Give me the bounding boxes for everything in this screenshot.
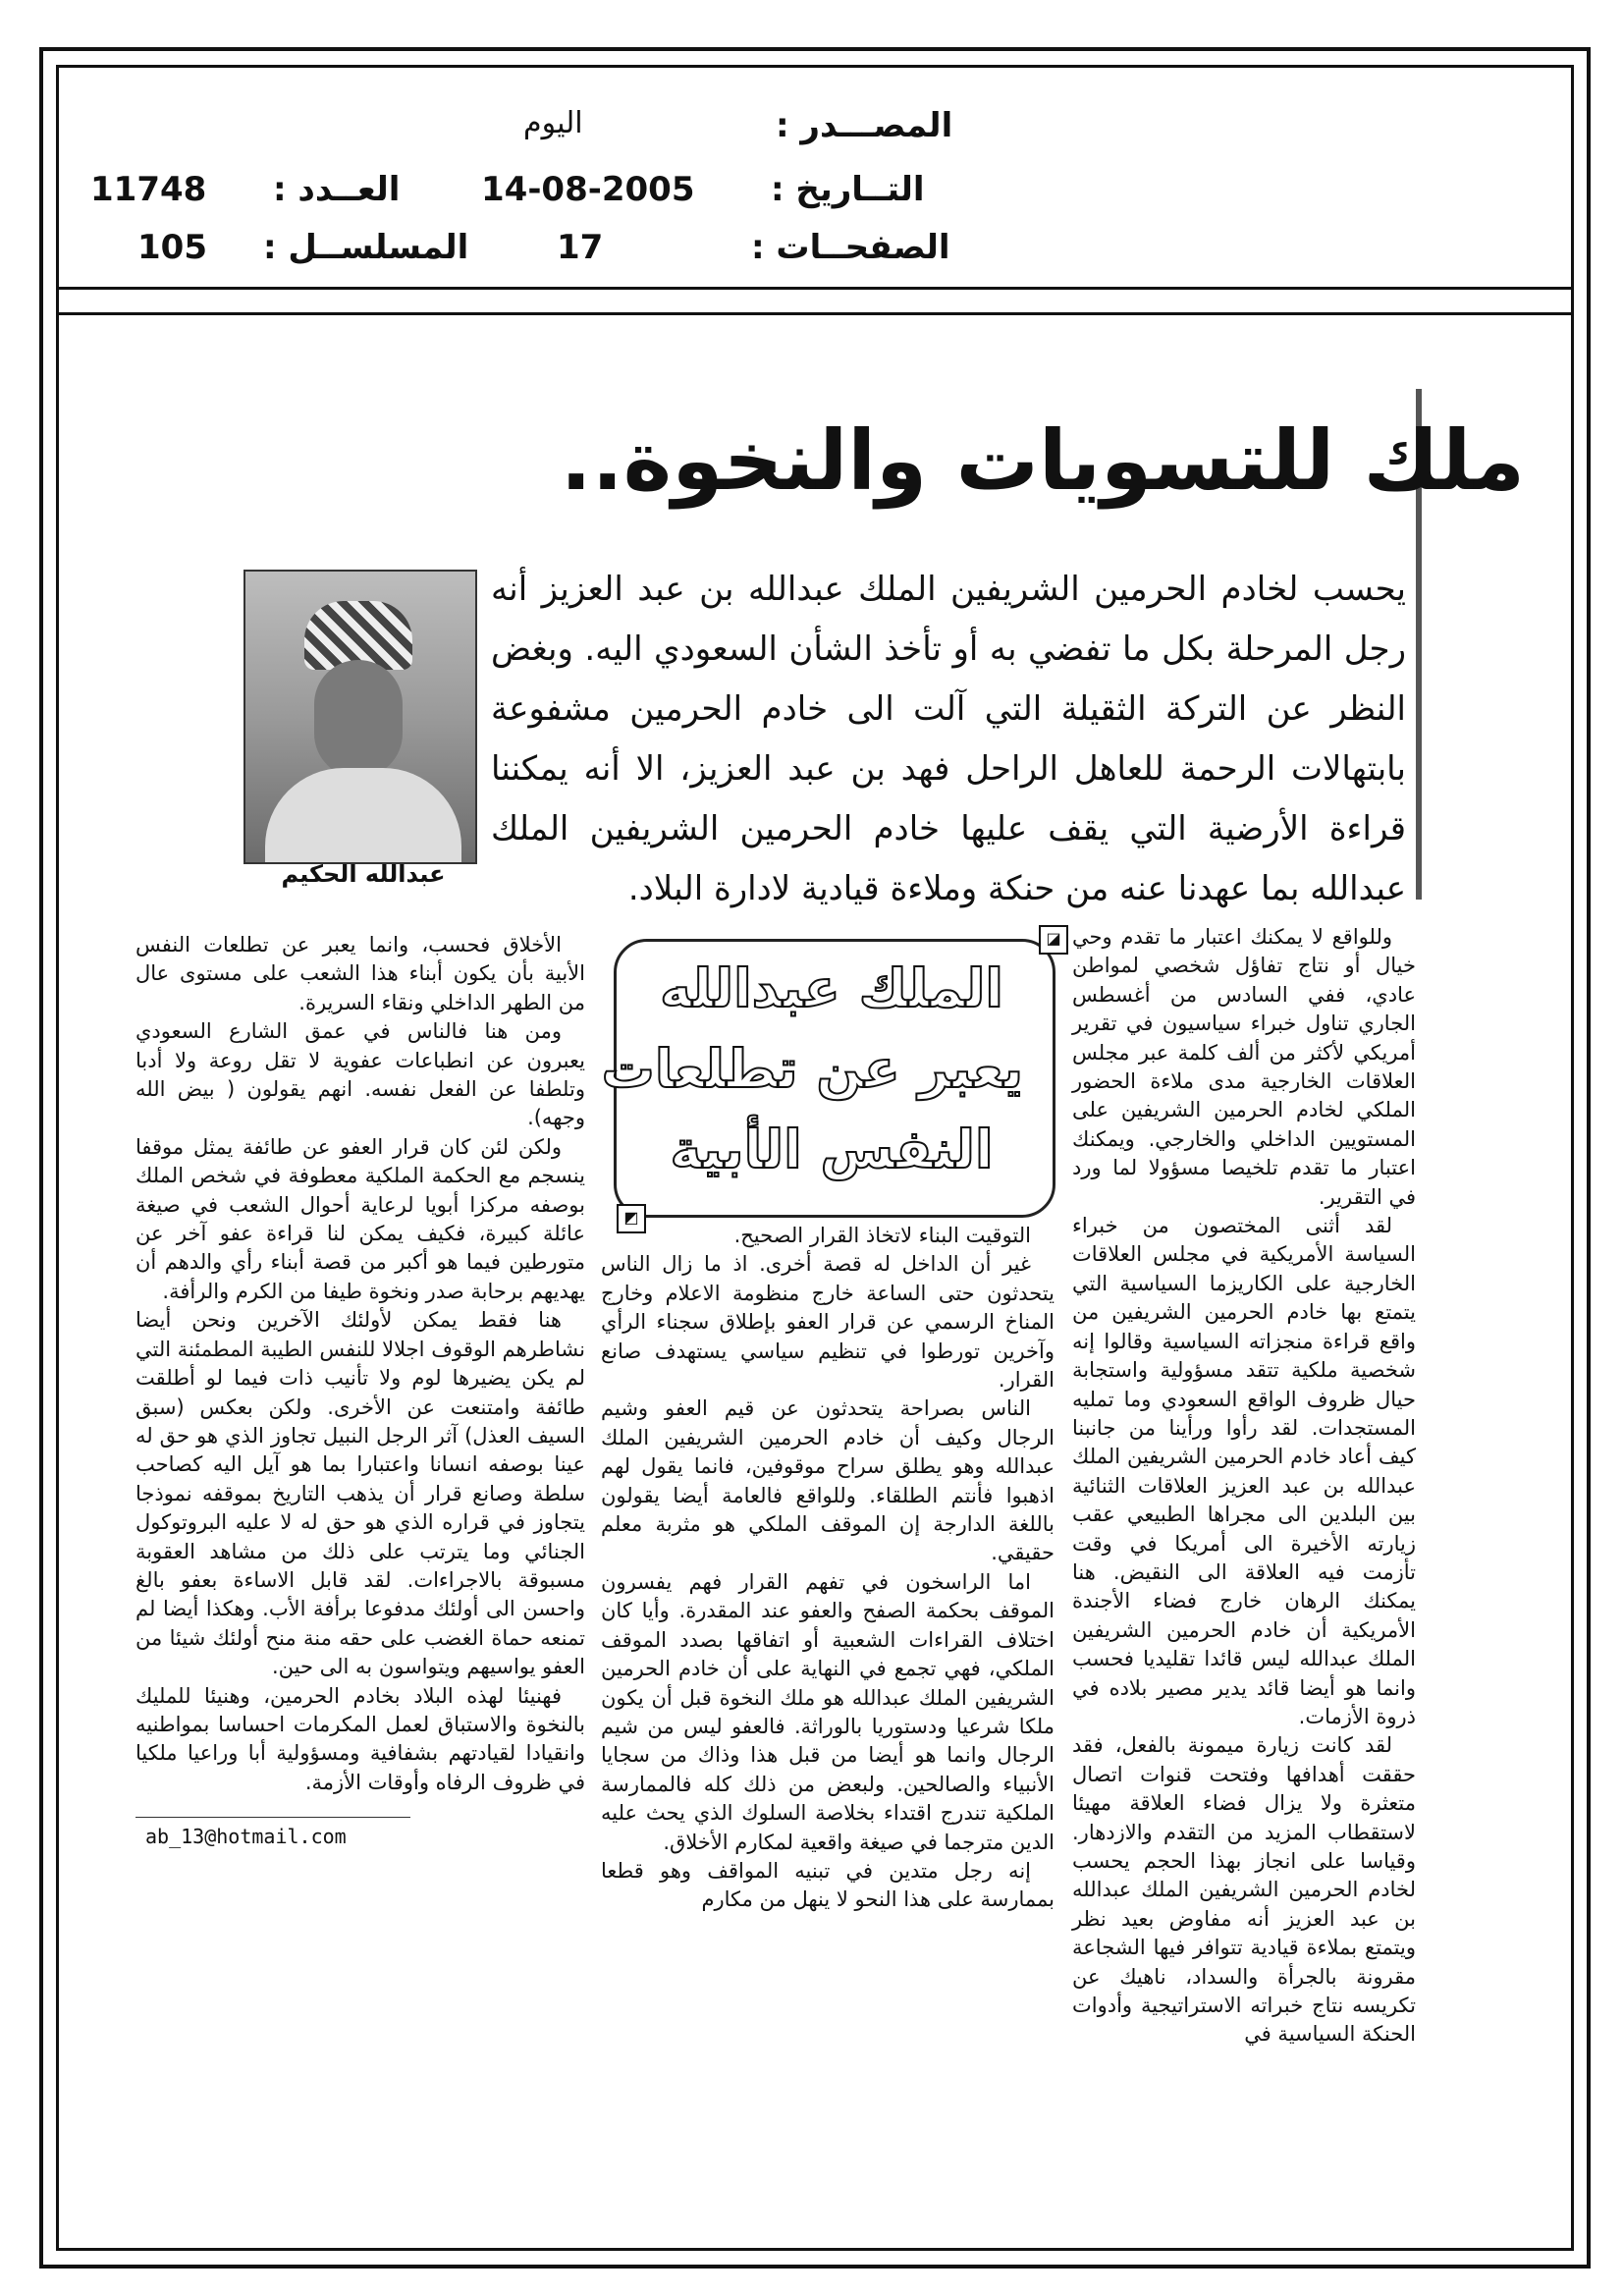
date-label: التــاريخ : bbox=[771, 170, 925, 209]
source-label: المصـــدر : bbox=[776, 106, 953, 145]
pages-value: 17 bbox=[557, 228, 604, 267]
paragraph: الأخلاق فحسب، وانما يعبر عن تطلعات النفس الأبية بأن يكون أبناء هذا الشعب على مستوى عال من الطهر الداخلي ونقاء السريرة. bbox=[135, 933, 585, 1014]
pull-quote-line: يعبر عن تطلعات bbox=[601, 1038, 1023, 1100]
paragraph: لقد أثنى المختصون من خبراء السياسة الأمريكية في مجلس العلاقات الخارجية على الكاريزما السياسية التي يتمتع بها خادم الحرمين الشريفين من واقع قراءة منجزاته السياسية وقالوا إنه شخصية ملكية تتقد مسؤولية واستجابة حيال ظروف الواقع السعودي وما تمليه المستجدات. لقد رأوا ورأينا من جانبنا كيف أعاد خادم الحرمين الشريفين الملك عبدالله بن عبد العزيز العلاقات الثنائية بين البلدين الى مجراها الطبيعي عقب زيارته الأخيرة الى أمريكا في وقت تأزمت فيه العلاقة الى النقيض. هنا يمكنك الرهان خارج فضاء الأجندة الأمريكية أن خادم الحرمين الشريفين الملك عبدالله ليس قائدا تقليديا فحسب وانما هو أيضا قائد يدير مصير بلاده في ذروة الأزمات. bbox=[1072, 1214, 1416, 1728]
paragraph: فهنيئا لهذه البلاد بخادم الحرمين، وهنيئا للمليك بالنخوة والاستباق لعمل المكرمات احساسا بمواطنيه وانقيادا لقيادتهم بشفافية ومسؤولية أبا وراعيا ملكيا في ظروف الرفاه وأوقات الأزمة. bbox=[135, 1683, 585, 1794]
quote-close-icon: ◩ bbox=[617, 1204, 646, 1233]
serial-label: المسلســل : bbox=[263, 228, 469, 267]
column-left bbox=[135, 931, 585, 1852]
paragraph: إنه رجل متدين في تبنيه المواقف وهو قطعا بممارسة على هذا النحو لا ينهل من مكارم bbox=[601, 1858, 1055, 1912]
author-name: عبدالله الحكيم bbox=[281, 860, 446, 888]
issue-value: 11748 bbox=[90, 170, 207, 209]
column-right bbox=[1072, 923, 1416, 2050]
photo-face bbox=[314, 660, 403, 778]
header-separator-double bbox=[56, 312, 1574, 315]
pull-quote-box bbox=[601, 939, 1055, 1218]
article-title: ملك للتسويات والنخوة.. bbox=[560, 412, 1525, 509]
column-middle bbox=[601, 1222, 1055, 1915]
email-rule bbox=[135, 1817, 410, 1818]
paragraph: الناس بصراحة يتحدثون عن قيم العفو وشيم الرجال وكيف أن خادم الحرمين الشريفين الملك عبدالله وهو يطلق سراح موقوفين، فانما يقول لهم اذهبوا فأنتم الطلقاء. وللواقع فالعامة أيضا يقولون باللغة الدارجة إن الموقف الملكي هو مثربة معلم حقيقي. bbox=[601, 1396, 1055, 1565]
paragraph: لقد كانت زيارة ميمونة بالفعل، فقد حققت أهدافها وفتحت قنوات اتصال متعثرة ولا يزال فضاء العلاقة مهيئا لاستقطاب المزيد من التقدم والازدهار. وقياسا على انجاز بهذا الحجم يحسب لخادم الحرمين الشريفين الملك عبدالله بن عبد العزيز أنه مفاوض بعيد نظر ويتمتع بملاءة قيادية تتوافر فيها الشجاعة مقرونة بالجرأة والسداد، ناهيك عن تكريسه نتاج خبراته الاستراتيجية وأدوات الحنكة السياسية في bbox=[1072, 1733, 1416, 2047]
issue-label: العــدد : bbox=[273, 170, 401, 209]
serial-value: 105 bbox=[137, 228, 207, 267]
date-value: 14-08-2005 bbox=[481, 170, 695, 209]
paragraph: غير أن الداخل له قصة أخرى. اذ ما زال الناس يتحدثون حتى الساعة خارج منظومة الاعلام وخارج المناخ الرسمي عن قرار العفو بإطلاق سجناء الرأي وآخرين تورطوا في تنظيم سياسي يستهدف صانع القرار. bbox=[601, 1252, 1055, 1393]
paragraph: هنا فقط يمكن لأولئك الآخرين ونحن أيضا نشاطرهم الوقوف اجلالا للنفس الطيبة المطمئنة التي لم يكن يضيرها لوم ولا تأنيب ذات فيما لو أطلقت طائفة وامتنعت عن الأخرى. ولكن بعكس (سبق السيف العذل) آثر الرجل النبيل تجاوز الذي هو حق له عينا بوصفه انسانا واعتبارا بما هو آيل اليه كصاحب سلطة وصانع قرار أن يذهب التاريخ بموقفه نموذجا يتجاوز في قراره الذي هو حق له لا عليه البروتوكول الجنائي وما يترتب على ذلك من مشاهد العقوبة مسبوقة بالاجراءات. لقد قابل الاساءة بعفو بالغ واحسن الى أولئك مدفوعا برأفة الأب. وهكذا أيضا لم تمنعه حماة الغضب على حقه منة منح أولئك شيئا من العفو يواسيهم ويتواسون به الى حين. bbox=[135, 1308, 585, 1679]
photo-body bbox=[265, 768, 461, 864]
pull-quote-line: النفس الأبية bbox=[670, 1119, 994, 1180]
paragraph: التوقيت البناء لاتخاذ القرار الصحيح. bbox=[733, 1224, 1031, 1247]
author-photo bbox=[243, 570, 477, 864]
paragraph: اما الراسخون في تفهم القرار فهم يفسرون الموقف بحكمة الصفح والعفو عند المقدرة. وأيا كان اختلاف القراءات الشعبية أو اتفاقها بصدد الموقف الملكي، فهي تجمع في النهاية على أن خادم الحرمين الشريفين الملك عبدالله هو ملك النخوة قبل أن يكون ملكا شرعيا ودستوريا بالوراثة. فالعفو ليس من شيم الرجال وانما هو أيضا من قبل هذا وذاك من سجايا الأنبياء والصالحين. ولبعض من ذلك كله فالممارسة الملكية تندرج اقتداء بخلاصة السلوك الذي يحث عليه الدين مترجما في صيغة واقعية لمكارم الأخلاق. bbox=[601, 1569, 1055, 1854]
quote-open-icon: ◪ bbox=[1039, 925, 1068, 955]
header-separator bbox=[56, 287, 1574, 290]
paragraph: وللواقع لا يمكنك اعتبار ما تقدم وحي خيال أو نتاج تفاؤل شخصي لمواطن عادي، ففي السادس من أغسطس الجاري تناول خبراء سياسيون في تقرير أمريكي لأكثر من ألف كلمة عبر مجلس العلاقات الخارجية مدى ملاءة الحضور الملكي لخادم الحرمين الشريفين على المستويين الداخلي والخارجي. ويمكنك اعتبار ما تقدم تلخيصا مسؤولا لما ورد في التقرير. bbox=[1072, 925, 1416, 1209]
author-email: ab_13@hotmail.com bbox=[145, 1825, 347, 1849]
article-lead: يحسب لخادم الحرمين الشريفين الملك عبدالله بن عبد العزيز أنه رجل المرحلة بكل ما تفضي به أو تأخذ الشأن السعودي اليه. وبغض النظر عن التركة الثقيلة التي آلت الى خادم الحرمين مشفوعة بابتهالات الرحمة للعاهل الراحل فهد بن عبد العزيز، الا أنه يمكننا قراءة الأرضية التي يقف عليها خادم الحرمين الشريفين الملك عبدالله بما عهدنا عنه من حنكة وملاءة قيادية لادارة البلاد. bbox=[491, 570, 1406, 908]
pages-label: الصفحــات : bbox=[751, 228, 950, 267]
paragraph: ولكن لئن كان قرار العفو عن طائفة يمثل موقفا ينسجم مع الحكمة الملكية معطوفة في شخص الملك بوصفه مركزا أبويا لرعاية أحوال الشعب في صيغة عائلة كبيرة، فكيف يمكن لنا قراءة عفو آخر عن متورطين فيما هو أكبر من قصة أبناء رأي والدهم أن يهديهم برحابة صدر ونخوة طيفا من الكرم والرأفة. bbox=[135, 1134, 585, 1303]
source-value: اليوم bbox=[523, 106, 583, 140]
paragraph: ومن هنا فالناس في عمق الشارع السعودي يعبرون عن انطباعات عفوية لا تقل روعة ولا أدبا وتلطفا عن الفعل نفسه. انهم يقولون ( بيض الله وجهه). bbox=[135, 1019, 585, 1130]
pull-quote-line: الملك عبدالله bbox=[660, 957, 1003, 1019]
